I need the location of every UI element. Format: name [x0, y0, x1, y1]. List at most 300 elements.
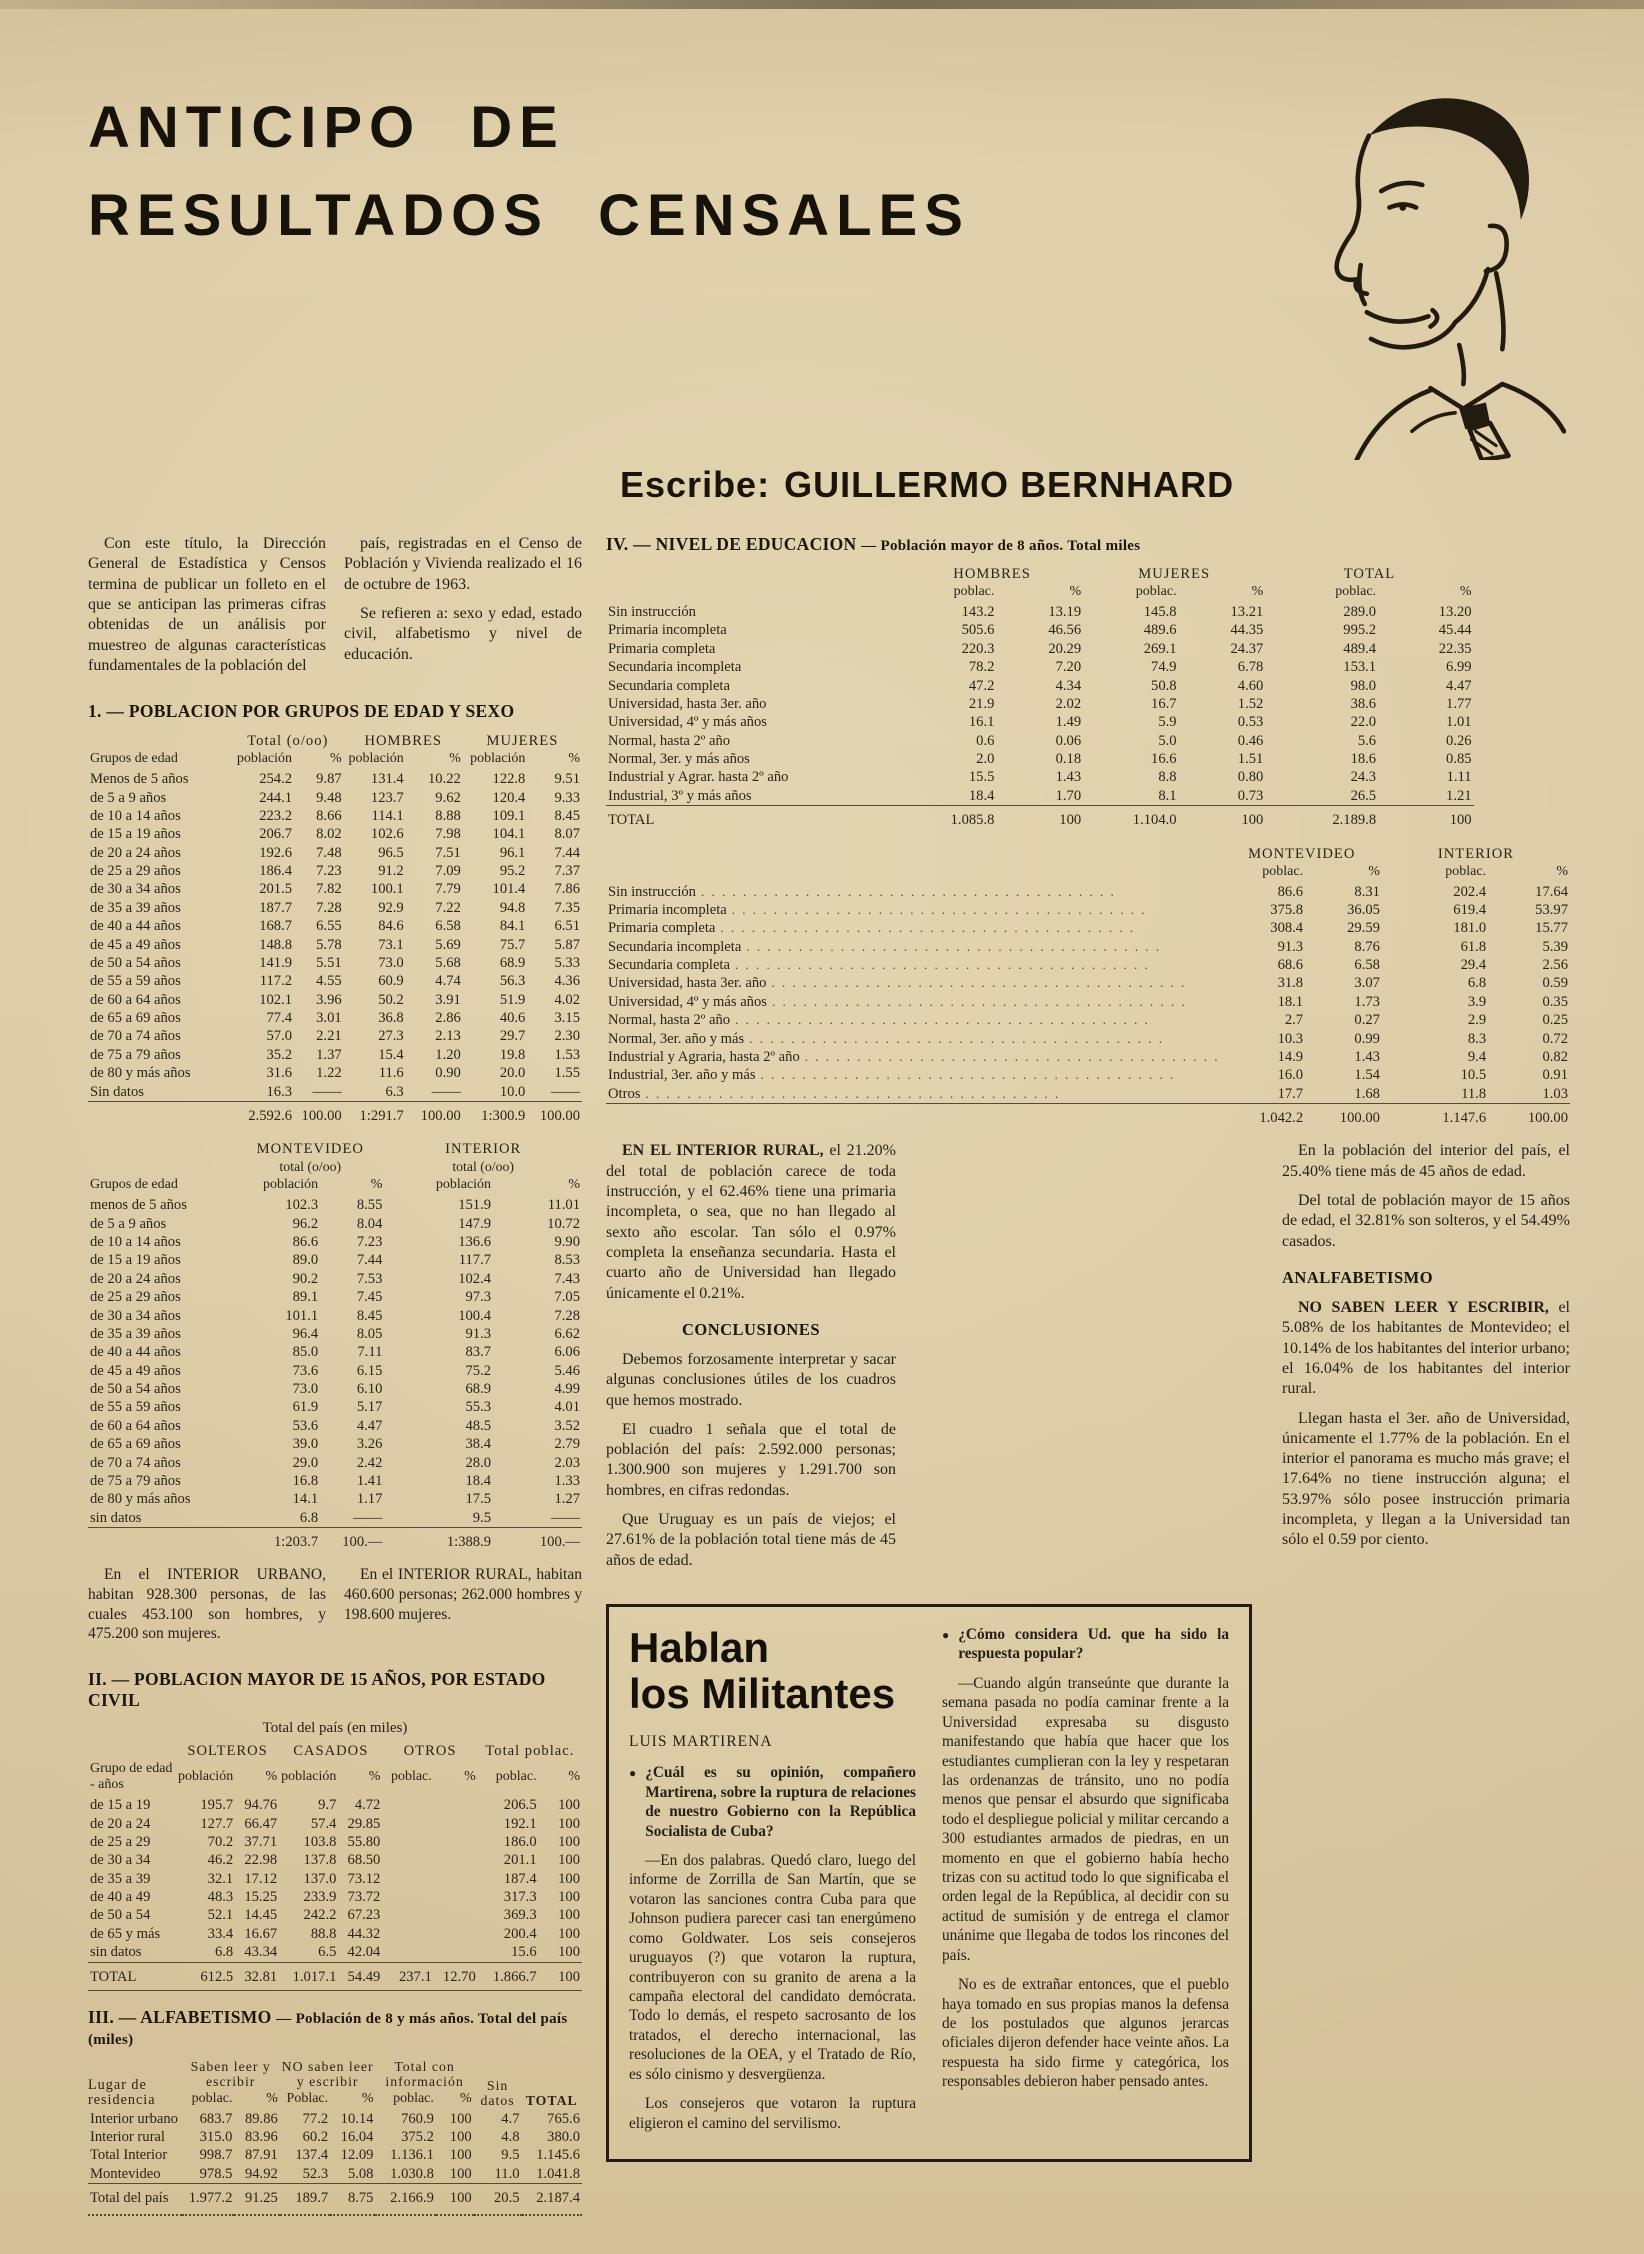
cell-value: 145.8 — [1143, 604, 1177, 620]
cell-value: 6.8 — [299, 1509, 319, 1526]
cell-age-group: de 20 a 24 — [90, 1815, 151, 1832]
cell-value: 7.37 — [554, 863, 580, 880]
cell-value: 16.04 — [340, 2129, 374, 2146]
conclusions-paragraph-3: Que Uruguay es un país de viejos; el 27.61% de la población total tiene más de 45 años de edad. — [606, 1511, 896, 1569]
cell-age-group: de 55 a 59 años — [90, 1399, 181, 1416]
cell-value: 7.45 — [356, 1289, 383, 1306]
cell-education-level: Primaria completa — [608, 640, 716, 657]
cell-age-group: de 20 a 24 años — [90, 844, 181, 861]
cell-value: 505.6 — [961, 622, 995, 639]
cell-value: 36.05 — [1347, 901, 1380, 918]
cell-value: 0.27 — [1354, 1012, 1380, 1029]
cell-education-level: Normal, 3er. y más años — [608, 751, 750, 767]
table-row — [606, 695, 1474, 713]
cell-age-group: de 50 a 54 — [90, 1907, 151, 1924]
cell-value: 21.9 — [968, 695, 995, 712]
cell-value: 7.05 — [554, 1289, 580, 1306]
cell-value: 3.52 — [554, 1417, 580, 1434]
column-header: % — [266, 2090, 278, 2106]
column-header — [606, 584, 901, 603]
table-row — [606, 603, 1474, 621]
cell-value: 84.1 — [499, 918, 526, 935]
cell-value: 317.3 — [503, 1889, 537, 1905]
cell-value: 100 — [449, 2110, 472, 2127]
table-row — [88, 1233, 582, 1251]
cell-value: 31.8 — [1277, 975, 1304, 992]
cell-value: 7.23 — [316, 863, 342, 880]
cell-value: 15.4 — [378, 1046, 404, 1063]
column-header: poblac. — [953, 584, 995, 599]
cell-value: 16.1 — [968, 714, 995, 731]
cell-value: 9.4 — [1467, 1048, 1487, 1065]
column-subgroup: total (o/oo) — [279, 1159, 342, 1175]
table-row — [606, 956, 1570, 974]
cell-value: 122.8 — [492, 771, 526, 788]
column-header: Grupo de edad - años — [90, 1761, 173, 1793]
cell-value: 17.5 — [465, 1491, 492, 1508]
cell-value: 57.0 — [266, 1028, 293, 1045]
cell-age-group: Menos de 5 años — [90, 771, 189, 788]
cell-value: 2.42 — [356, 1454, 383, 1471]
cell-value: 141.9 — [259, 954, 293, 971]
cell-education-level: Primaria incompleta — [608, 622, 727, 639]
cell-value: 1.22 — [316, 1065, 342, 1082]
cell-age-group: Sin datos — [90, 1083, 144, 1100]
table-row — [88, 1490, 582, 1508]
cell-education-level: Primaria incompleta . . . — [606, 901, 1222, 919]
table-row — [88, 1251, 582, 1269]
cell-value: 7.44 — [356, 1252, 383, 1269]
speaker-name: LUIS MARTIRENA — [629, 1733, 773, 1751]
cell-value: 6.8 — [1467, 975, 1487, 992]
table-row — [88, 1454, 582, 1472]
cell-value: 44.32 — [347, 1925, 381, 1942]
cell-value: 101.4 — [492, 881, 526, 898]
cell-value: 91.2 — [378, 863, 404, 880]
cell-value: 78.2 — [968, 659, 995, 676]
question-2: ● ¿Cómo considera Ud. que ha sido la respuesta popular? — [942, 1626, 1229, 1663]
column-group: OTROS — [403, 1743, 457, 1760]
cell-value: —— — [312, 1083, 342, 1100]
cell-value: 5.51 — [316, 954, 342, 971]
table-row — [88, 1870, 582, 1888]
cell-value: 1.53 — [554, 1046, 580, 1063]
cell-value: 1.55 — [554, 1065, 580, 1082]
column-header: población — [470, 751, 526, 767]
cell-value — [382, 1870, 433, 1888]
cell-value: 100 — [558, 1944, 580, 1961]
cell-education-level: Industrial y Agraria, hasta 2º año . . . — [606, 1048, 1222, 1066]
table-row — [88, 1325, 582, 1343]
table-row — [606, 883, 1570, 901]
cell-value: 15.6 — [511, 1944, 537, 1961]
cell-value: 8.31 — [1354, 883, 1380, 900]
cell-value: 61.8 — [1460, 938, 1487, 955]
cell-value: 56.3 — [499, 973, 526, 990]
cell-age-group: de 65 a 69 años — [90, 1436, 181, 1453]
cell-value: 83.96 — [244, 2129, 278, 2146]
cell-value: 1.43 — [1354, 1048, 1380, 1065]
cell-value: 86.6 — [292, 1234, 319, 1251]
cell-value: 16.7 — [1151, 695, 1177, 712]
cell-value: 315.0 — [199, 2129, 233, 2146]
table-row — [88, 1046, 582, 1064]
cell-value: 7.28 — [316, 899, 342, 916]
cell-value: 7.44 — [554, 844, 580, 861]
table-row — [88, 917, 582, 935]
cell-value: 8.45 — [356, 1307, 383, 1324]
cell-value: 2.9 — [1467, 1012, 1487, 1029]
cell-value: 1.20 — [435, 1046, 461, 1063]
cell-value: 102.3 — [285, 1197, 319, 1214]
table-row — [88, 1888, 582, 1906]
column-header: % — [1556, 863, 1568, 879]
cell-value — [382, 1833, 433, 1851]
column-header: % — [449, 751, 461, 767]
table-row — [88, 1417, 582, 1435]
cell-value: 1.73 — [1354, 993, 1380, 1010]
cell-value: 242.2 — [303, 1907, 337, 1924]
table-row — [606, 713, 1474, 731]
cell-value: 0.99 — [1354, 1030, 1380, 1047]
cell-age-group: de 20 a 24 años — [90, 1270, 181, 1287]
table-row — [88, 1009, 582, 1027]
cell-age-group: de 50 a 54 años — [90, 954, 181, 971]
cell-value: 233.9 — [303, 1889, 337, 1905]
cell-value: 7.51 — [435, 844, 461, 861]
cell-value: 68.9 — [499, 954, 526, 971]
cell-value: 38.4 — [465, 1436, 492, 1453]
cell-value: 2.56 — [1542, 957, 1568, 973]
table-row — [606, 658, 1474, 676]
table-row — [88, 1906, 582, 1924]
cell-value: 18.6 — [1350, 751, 1377, 767]
cell-value: 73.0 — [292, 1381, 319, 1398]
column-header: % — [1368, 863, 1380, 879]
cell-value: 28.0 — [465, 1454, 492, 1471]
cell-value — [382, 1851, 433, 1869]
column-header: % — [265, 1769, 278, 1785]
cell-age-group: menos de 5 años — [90, 1197, 187, 1214]
cell-value: 102.1 — [259, 991, 293, 1008]
cell-education-level: Universidad, hasta 3er. año . . . — [606, 974, 1222, 992]
cell-value: 73.1 — [378, 936, 404, 953]
cell-value: 9.5 — [472, 1509, 492, 1526]
cell-value: 195.7 — [200, 1797, 234, 1814]
literacy-table — [88, 2058, 582, 2216]
column-header: % — [1069, 584, 1082, 599]
row-header: Lugar de residencia — [88, 2077, 156, 2109]
cell-value: 17.64 — [1535, 883, 1568, 900]
cell-value: 13.20 — [1438, 604, 1472, 620]
cell-value: 8.45 — [554, 807, 580, 824]
conclusions-paragraph-1: Debemos forzosamente interpretar y sacar algunas conclusiones útiles de los cuadros que hemos mostrado. — [606, 1350, 896, 1409]
cell-age-group: de 40 a 49 — [90, 1889, 151, 1905]
byline-name: GUILLERMO BERNHARD — [784, 464, 1235, 505]
column-header: población — [281, 1769, 337, 1785]
cell-value: 26.5 — [1350, 787, 1377, 804]
militantes-title: Hablan los Militantes — [629, 1624, 896, 1718]
cell-education-level: Otros . . . — [606, 1085, 1222, 1104]
cell-value — [434, 1796, 478, 1814]
cell-value: 6.55 — [316, 918, 342, 935]
cell-value: 0.82 — [1542, 1048, 1568, 1065]
column-header: % — [464, 1769, 476, 1785]
cell-value: 1.145.6 — [536, 2147, 580, 2164]
cell-value: 3.07 — [1354, 975, 1380, 992]
table-row — [606, 993, 1570, 1011]
right-column — [606, 534, 1570, 2228]
cell-education-level: Sin instrucción — [608, 604, 696, 620]
cell-value: 100 — [558, 1870, 580, 1887]
column-header: % — [568, 1769, 580, 1785]
cell-value: 148.8 — [259, 936, 293, 953]
analfabetismo-heading: ANALFABETISMO — [1282, 1267, 1434, 1287]
section1-heading: 1. — POBLACION POR GRUPOS DE EDAD Y SEXO — [88, 701, 515, 722]
column-header: poblac. — [495, 1769, 537, 1785]
cell-value: 254.2 — [259, 771, 293, 788]
cell-value: 11.0 — [494, 2165, 520, 2182]
cell-age-group: de 5 a 9 años — [90, 789, 167, 806]
cell-value: 18.4 — [968, 787, 995, 804]
table-row — [88, 1196, 582, 1214]
cell-age-group: de 30 a 34 años — [90, 881, 181, 898]
cell-education-level: Normal, 3er. año y más . . . — [606, 1030, 1222, 1048]
cell-value: 0.73 — [1237, 787, 1264, 804]
cell-age-group: de 30 a 34 — [90, 1852, 151, 1869]
cell-education-level: Industrial, 3er. año y más . . . — [606, 1066, 1222, 1084]
column-group: MUJERES — [486, 733, 559, 750]
table-row — [606, 901, 1570, 919]
cell-value — [434, 1833, 478, 1851]
cell-value: 7.20 — [1055, 659, 1082, 676]
cell-value: 1.03 — [1542, 1085, 1568, 1102]
cell-value: 89.86 — [244, 2110, 278, 2127]
table-row — [606, 621, 1474, 639]
cell-value: 38.6 — [1350, 695, 1377, 712]
table-row — [606, 1085, 1570, 1104]
bullet-icon: ● — [942, 1628, 950, 1642]
dot-leader — [767, 993, 1220, 1011]
cell-value: 92.9 — [378, 899, 404, 916]
cell-value: 5.17 — [356, 1399, 383, 1416]
column-header: población — [262, 1177, 319, 1193]
table-row — [88, 1215, 582, 1233]
byline — [620, 464, 1234, 506]
cell-value: 29.7 — [499, 1028, 526, 1045]
column-header: Poblac. — [286, 2090, 329, 2106]
table-row — [606, 974, 1570, 992]
cell-value: 20.29 — [1048, 640, 1082, 657]
cell-value: 7.23 — [356, 1234, 383, 1251]
cell-value: 6.58 — [435, 918, 461, 935]
cell-value: 20.0 — [499, 1065, 526, 1082]
cell-value: 83.7 — [465, 1344, 492, 1361]
cell-value: 9.51 — [554, 771, 580, 788]
cell-value: 117.2 — [259, 973, 293, 990]
table-row — [88, 2110, 582, 2128]
cell-value: 102.4 — [458, 1270, 492, 1287]
cell-value: 22.35 — [1438, 640, 1472, 657]
cell-value: 16.3 — [266, 1083, 293, 1100]
cell-value: 19.8 — [499, 1046, 526, 1063]
table-row — [606, 1030, 1570, 1048]
cell-value: 201.1 — [503, 1852, 537, 1869]
cell-value: 1.70 — [1055, 787, 1082, 804]
column-group: Total (o/oo) — [247, 733, 329, 750]
cell-residence: Total Interior — [90, 2147, 168, 2164]
column-header: población — [435, 1177, 492, 1193]
cell-value: 5.78 — [316, 936, 342, 953]
cell-age-group: de 35 a 39 — [90, 1870, 151, 1887]
total-row: 1:203.7 100.— 1:388.9 100.— — [88, 1528, 582, 1554]
caricature-illustration — [1258, 70, 1566, 460]
table-row — [88, 1398, 582, 1416]
cell-value: 0.90 — [435, 1065, 461, 1082]
lower-main — [606, 1141, 1252, 2162]
cell-value: 619.4 — [1453, 901, 1487, 918]
column-header: poblac. — [393, 2090, 434, 2106]
cell-education-level: Sin instrucción . . . — [606, 883, 1222, 901]
table-row — [88, 1851, 582, 1869]
cell-value — [382, 1815, 433, 1833]
cell-value: 46.2 — [207, 1852, 234, 1869]
cell-value: 32.1 — [207, 1870, 234, 1887]
cell-value: 5.08 — [347, 2165, 374, 2182]
cell-value: 4.7 — [501, 2110, 520, 2127]
bullet-icon: ● — [629, 1766, 637, 1781]
cell-value: 7.09 — [435, 863, 461, 880]
cell-value: 5.69 — [435, 936, 461, 953]
table-row — [88, 1435, 582, 1453]
cell-value: 12.09 — [340, 2147, 374, 2164]
cell-value: 147.9 — [458, 1215, 492, 1232]
cell-value: 103.8 — [303, 1833, 337, 1850]
cell-value: 37.71 — [244, 1833, 278, 1850]
cell-value: —— — [353, 1509, 383, 1526]
cell-value: 104.1 — [492, 826, 526, 843]
dot-leader — [727, 901, 1220, 919]
cell-value — [434, 1815, 478, 1833]
cell-value: 73.12 — [347, 1870, 381, 1887]
cell-education-level: Primaria completa . . . — [606, 919, 1222, 937]
dot-leader — [741, 938, 1219, 956]
cell-age-group: de 45 a 49 años — [90, 936, 181, 953]
intro-paragraph-2: país, registradas en el Censo de Población y Vivienda realizado el 16 de octubre de 1963. — [344, 535, 582, 593]
cell-value: 75.2 — [465, 1362, 492, 1379]
cell-value: 10.0 — [499, 1083, 526, 1100]
side-paragraph-4: Llegan hasta el 3er. año de Universidad, únicamente el 1.77% de la población. En el interior el panorama es mucho más grave; el 17.64% no tiene instrucción alguna; el 53.97% sólo posee instrucción primaria incompleta, y llegan a la Universidad tan sólo el 0.59 por ciento. — [1282, 1409, 1570, 1549]
table-row — [606, 1048, 1570, 1066]
cell-age-group: de 25 a 29 años — [90, 1289, 181, 1306]
column-header: % — [1251, 584, 1264, 599]
cell-value: 13.19 — [1048, 604, 1082, 620]
answer-1-paragraph-2: Los consejeros que votaron la ruptura eligieron el camino del servilismo. — [629, 2095, 916, 2132]
page-title-line2: RESULTADOS CENSALES — [88, 183, 970, 249]
dot-leader — [696, 883, 1220, 901]
cell-value: 6.58 — [1354, 957, 1380, 973]
cell-value: 2.7 — [1284, 1012, 1304, 1029]
cell-value: 44.35 — [1230, 622, 1264, 639]
cell-value: 375.2 — [401, 2129, 434, 2146]
cell-age-group: de 10 a 14 años — [90, 807, 181, 824]
cell-value: 14.45 — [244, 1907, 278, 1924]
cell-value: 89.1 — [292, 1289, 319, 1306]
cell-value: 4.02 — [554, 991, 580, 1008]
table-row — [88, 1472, 582, 1490]
table-row — [88, 880, 582, 898]
cell-age-group: de 45 a 49 años — [90, 1362, 181, 1379]
cell-value: 6.8 — [214, 1944, 234, 1961]
cell-value: 24.3 — [1350, 769, 1377, 786]
answer-2-paragraph-1: —Cuando algún transeúnte que durante la semana pasada no podía caminar frente a la Universidad expresaba su disgusto manifestando que había que hacer que los estudiantes cumplieran con la ley y respetaran las ordenanzas de tránsito, uno no podía menos que pensar el absurdo que significaba todo el despliegue policial y militar cercando a 300 estudiantes armados de piedras, en un momento en que el gobierno había hecho trizas con su actitud todo lo que significaba el orden legal de la República, al decidir con su actitud de sumisión y de entrega el clamor unánime que llegaba de todos los rincones del país. — [942, 1674, 1229, 1964]
cell-value: 89.0 — [292, 1252, 319, 1269]
cell-value: 98.0 — [1350, 677, 1377, 694]
column-header: Grupos de edad — [90, 1177, 178, 1193]
table-row — [88, 789, 582, 807]
table-row — [606, 750, 1474, 768]
cell-value: 380.0 — [547, 2129, 580, 2146]
cell-value: 7.43 — [554, 1270, 580, 1287]
cell-value: 489.4 — [1343, 640, 1377, 657]
side-paragraph-2: Del total de población mayor de 15 años de edad, el 32.81% son solteros, y el 54.49% casados. — [1282, 1192, 1570, 1250]
cell-value: 67.23 — [347, 1907, 381, 1924]
cell-value: 186.4 — [259, 863, 293, 880]
column-header — [606, 864, 1222, 883]
cell-age-group: de 5 a 9 años — [90, 1215, 167, 1232]
cell-value: 2.30 — [554, 1028, 580, 1045]
column-header: poblac. — [390, 1769, 432, 1785]
cell-value: 96.4 — [292, 1325, 319, 1342]
answer-2-paragraph-2: No es de extrañar entonces, que el pueblo haya tomado en sus propias manos la defensa de los postulados que algunos jerarcas oficiales dijeron defender hace veinte años. La respuesta ha sido firme y categórica, los responsables debieron haber pensado antes. — [942, 1976, 1229, 2091]
cell-age-group: de 50 a 54 años — [90, 1381, 181, 1398]
cell-value: 6.5 — [318, 1944, 337, 1961]
population-age-sex-table — [88, 731, 582, 1127]
cell-value: 46.56 — [1048, 622, 1082, 639]
cell-value: 29.4 — [1460, 957, 1487, 973]
cell-value: 4.36 — [554, 973, 580, 990]
answer-1-paragraph-1: —En dos palabras. Quedó claro, luego del informe de Zorrilla de San Martín, que se votaron las sanciones contra Cuba para que Johnson pudiera parecer casi tan energúmeno como Goldwater. Los seis consejeros uruguayos (?) que votaron la ruptura, contribuyeron con su granito de arena a la campaña electoral del candidato demócrata. Todo lo demás, el respeto sacrosanto de los tratados, el derecho internacional, las resoluciones de la OEA, y el Tratado de Río, es sólo cinismo y desvergüenza. — [629, 1852, 916, 2083]
cell-value: 2.02 — [1055, 695, 1082, 712]
table-row — [606, 640, 1474, 658]
cell-value: 73.72 — [347, 1889, 381, 1905]
cell-value: 131.4 — [370, 771, 404, 788]
cell-value: 244.1 — [259, 789, 293, 806]
column-header: % — [370, 1177, 383, 1193]
cell-value: —— — [431, 1083, 461, 1100]
cell-value: 0.6 — [976, 732, 995, 749]
cell-value: 201.5 — [259, 881, 293, 898]
cell-value: 94.8 — [499, 899, 526, 916]
cell-value: 1.21 — [1446, 787, 1472, 804]
cell-value: 16.8 — [292, 1472, 319, 1489]
cell-value: 114.1 — [371, 807, 404, 824]
section4-heading-suffix: — Población mayor de 8 años. Total miles — [861, 538, 1141, 554]
cell-value: 0.06 — [1055, 732, 1082, 749]
cell-value: 6.10 — [356, 1381, 383, 1398]
montevideo-interior-age-table — [88, 1139, 582, 1553]
page-header — [88, 84, 1570, 520]
cell-value: 73.6 — [292, 1362, 319, 1379]
byline-label: Escribe: — [620, 464, 771, 505]
cell-value: 96.5 — [378, 844, 404, 861]
column-header: % — [568, 1177, 580, 1193]
cell-value: 3.96 — [316, 991, 342, 1008]
cell-value: 0.53 — [1237, 714, 1264, 731]
cell-value: 206.7 — [259, 826, 293, 843]
cell-value — [434, 1943, 478, 1962]
cell-value: 53.97 — [1535, 901, 1568, 918]
